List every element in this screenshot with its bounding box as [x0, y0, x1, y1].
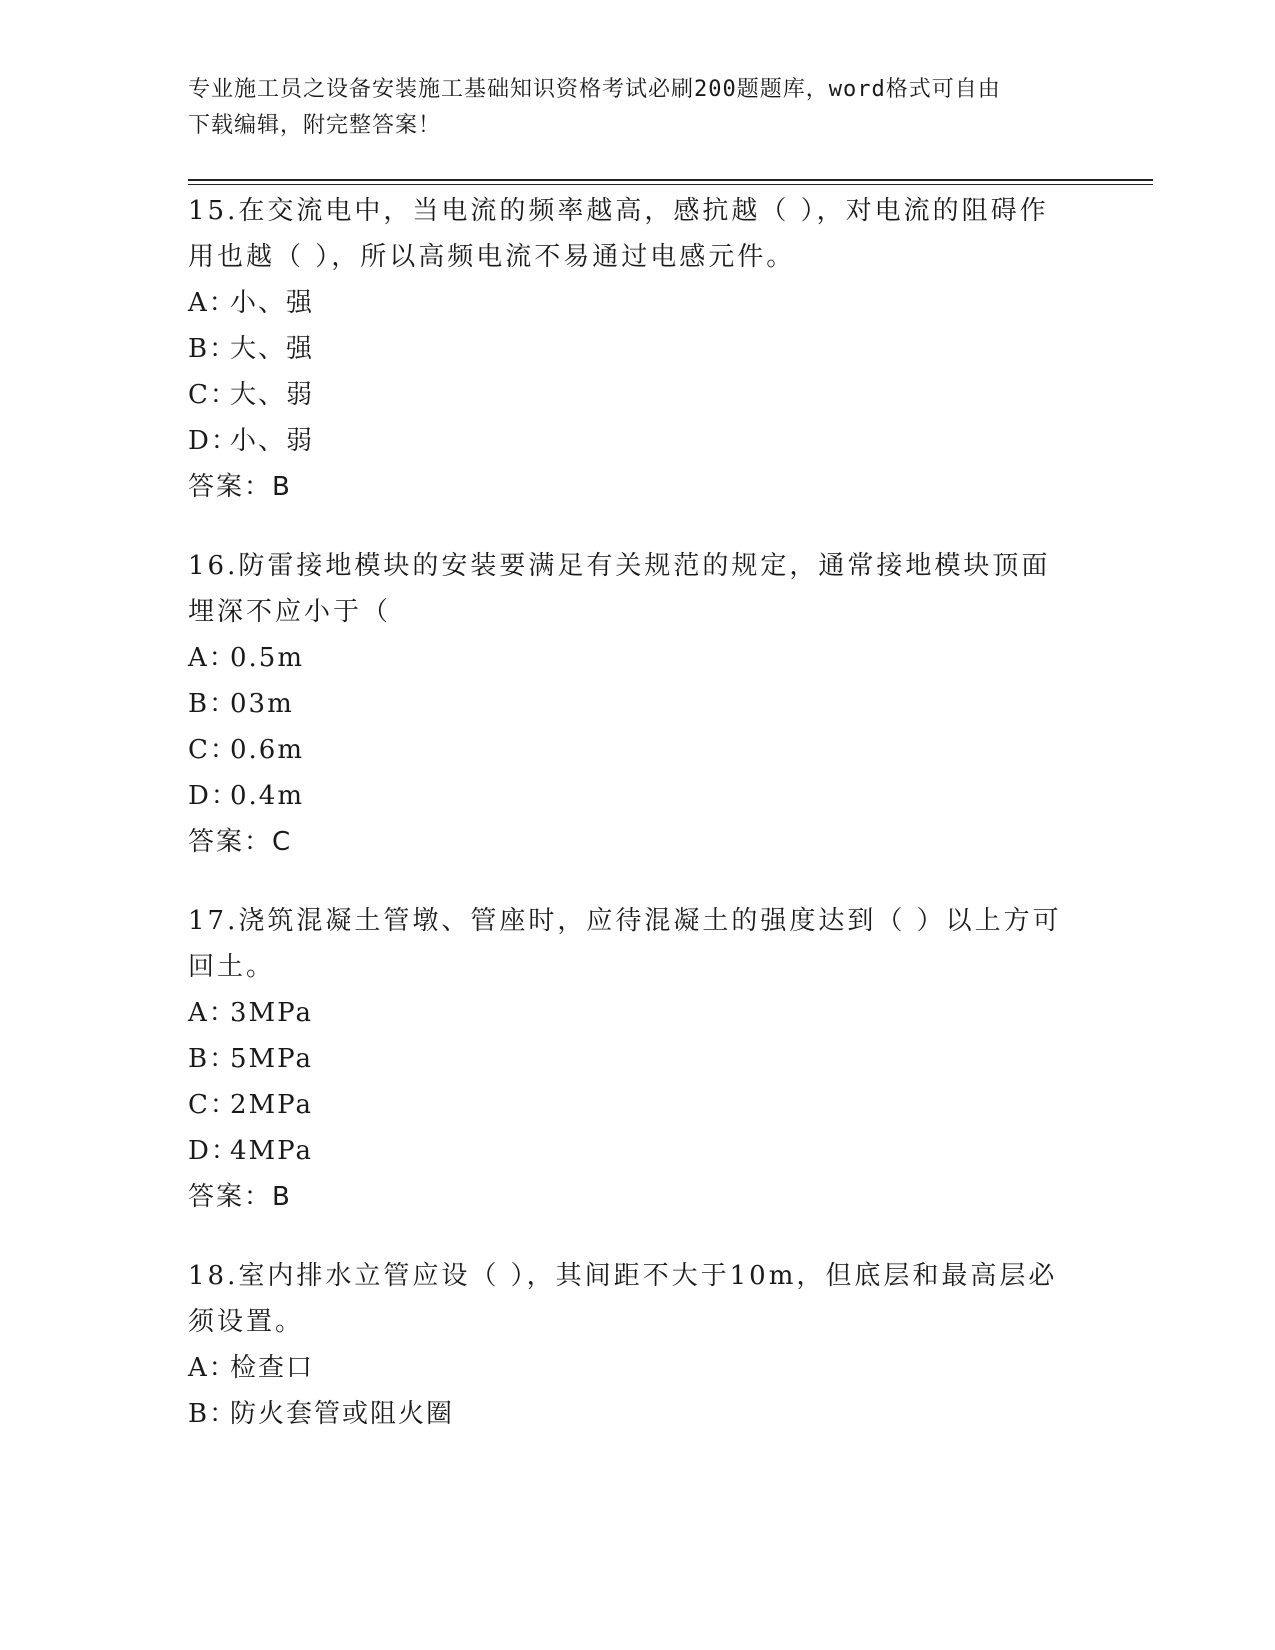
- option-letter: D：: [188, 781, 239, 811]
- option-b: [188, 1036, 1088, 1082]
- question-stem: 18.室内排水立管应设（ ），其间距不大于10m，但底层和最高层必须设置。: [188, 1261, 1058, 1337]
- option-c: [188, 1082, 1088, 1128]
- option-text: 大、强: [230, 334, 315, 364]
- question-16: [188, 543, 1088, 865]
- option-letter: B：: [188, 689, 238, 719]
- option-text: 小、弱: [230, 426, 315, 456]
- option-text: 0.4m: [230, 781, 305, 811]
- option-letter: A：: [188, 288, 237, 318]
- question-stem: 16.防雷接地模块的安装要满足有关规范的规定，通常接地模块顶面埋深不应小于（: [188, 551, 1051, 627]
- option-b: [188, 326, 1088, 372]
- option-text: 03m: [230, 689, 294, 719]
- option-letter: C：: [188, 735, 238, 765]
- question-list: [188, 188, 1088, 1470]
- option-text: 2MPa: [230, 1090, 313, 1120]
- option-text: 0.6m: [230, 735, 305, 765]
- header-divider-thin: [188, 184, 1153, 185]
- option-a: [188, 1345, 1088, 1391]
- option-a: [188, 280, 1088, 326]
- option-text: 大、弱: [230, 380, 315, 410]
- option-d: [188, 1128, 1088, 1174]
- option-letter: C：: [188, 1090, 238, 1120]
- answer-line: 答案：C: [188, 827, 293, 857]
- option-letter: A：: [188, 1353, 237, 1383]
- option-text: 5MPa: [230, 1044, 313, 1074]
- document-header: [188, 72, 1088, 144]
- option-text: 4MPa: [230, 1136, 313, 1166]
- question-17: [188, 898, 1088, 1220]
- option-letter: A：: [188, 998, 237, 1028]
- option-letter: D：: [188, 426, 239, 456]
- question-stem: 15.在交流电中，当电流的频率越高，感抗越（ ），对电流的阻碍作用也越（ ），所以高频电流不易通过电感元件。: [188, 196, 1049, 272]
- option-letter: A：: [188, 643, 237, 673]
- option-d: [188, 773, 1088, 819]
- header-divider-thick: [188, 179, 1153, 181]
- question-15: [188, 188, 1088, 510]
- option-a: [188, 990, 1088, 1036]
- option-text: 3MPa: [230, 998, 313, 1028]
- option-text: 小、强: [230, 288, 315, 318]
- option-text: 检查口: [230, 1353, 315, 1383]
- header-line-1: 专业施工员之设备安装施工基础知识资格考试必刷200题题库，word格式可自由: [188, 77, 1001, 102]
- answer-line: 答案：B: [188, 472, 292, 502]
- option-text: 防火套管或阻火圈: [230, 1399, 455, 1429]
- option-letter: B：: [188, 1399, 238, 1429]
- option-c: [188, 372, 1088, 418]
- option-text: 0.5m: [230, 643, 305, 673]
- answer-line: 答案：B: [188, 1182, 292, 1212]
- option-b: [188, 1391, 1088, 1437]
- question-stem: 17.浇筑混凝土管墩、管座时，应待混凝土的强度达到（ ）以上方可回土。: [188, 906, 1062, 982]
- option-a: [188, 635, 1088, 681]
- option-letter: C：: [188, 380, 238, 410]
- option-letter: B：: [188, 1044, 238, 1074]
- option-letter: B：: [188, 334, 238, 364]
- option-letter: D：: [188, 1136, 239, 1166]
- option-d: [188, 418, 1088, 464]
- question-18: [188, 1253, 1088, 1437]
- header-line-2: 下载编辑，附完整答案！: [188, 113, 442, 138]
- option-b: [188, 681, 1088, 727]
- option-c: [188, 727, 1088, 773]
